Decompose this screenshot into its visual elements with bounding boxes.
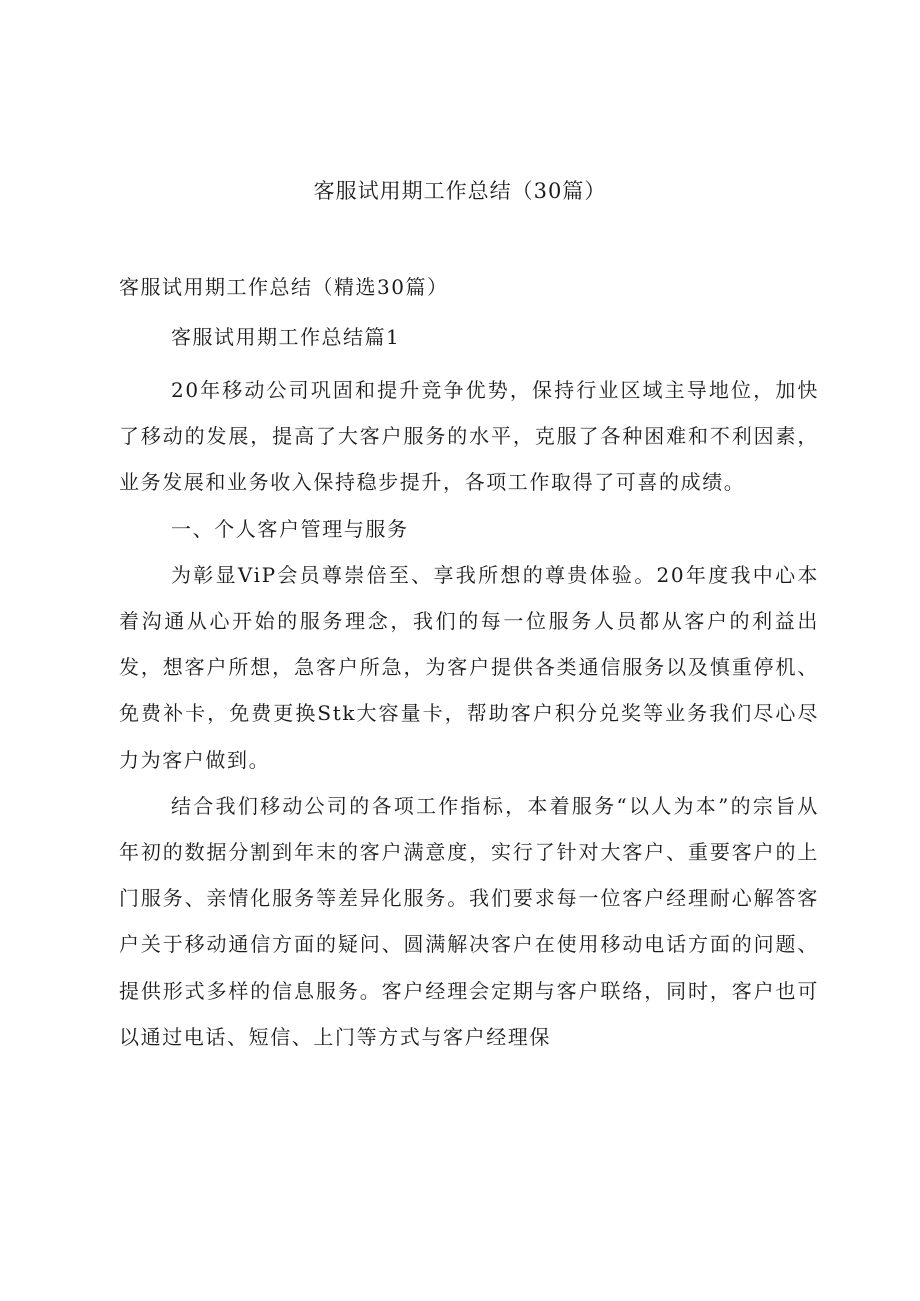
paragraph: 结合我们移动公司的各项工作指标，本着服务“以人为本”的宗旨从年初的数据分割到年末的客户满意度，实行了针对大客户、重要客户的上门服务、亲情化服务等差异化服务。我们要求每一位客户经理耐心解答客户关于移动通信方面的疑问、圆满解决客户在使用移动电话方面的问题、提供形式多样的信息服务。客户经理会定期与客户联络，同时，客户也可以通过电话、短信、上门等方式与客户经理保: [119, 793, 819, 1049]
subsection-heading: 一、个人客户管理与服务: [171, 516, 409, 541]
document-subtitle: 客服试用期工作总结（精选30篇）: [119, 275, 449, 299]
document-title: 客服试用期工作总结（30篇）: [313, 179, 607, 203]
section-title: 客服试用期工作总结篇1: [171, 325, 401, 349]
paragraph: 为彰显ViP会员尊崇倍至、享我所想的尊贵体验。20年度我中心本着沟通从心开始的服务理念，我们的每一位服务人员都从客户的利益出发，想客户所想，急客户所急，为客户提供各类通信服务以及慎重停机、免费补卡，免费更换Stk大容量卡，帮助客户积分兑奖等业务我们尽心尽力为客户做到。: [119, 562, 819, 772]
document-body: [119, 367, 819, 1060]
paragraph: 20年移动公司巩固和提升竞争优势，保持行业区域主导地位，加快了移动的发展，提高了大客户服务的水平，克服了各种困难和不利因素，业务发展和业务收入保持稳步提升，各项工作取得了可喜的成绩。: [119, 378, 819, 495]
